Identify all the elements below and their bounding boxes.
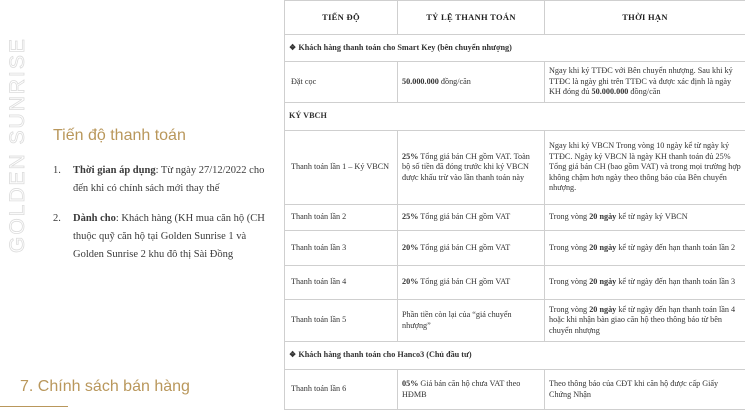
term-cell [545,266,745,300]
table-row [285,131,745,205]
rate-percent: 20% [402,242,419,252]
payment-schedule-table [284,0,745,410]
term-days: 20 ngày [589,304,617,314]
stage-cell: Thanh toán lần 4 [285,266,398,300]
term-text: kể từ ngày đến hạn thanh toán lần 2 [616,242,736,252]
rate-percent: 25% [402,212,419,222]
rate-desc: Tổng giá bán CH gồm VAT [418,277,511,287]
group-hanco3: ❖ Khách hàng thanh toán cho Hanco3 (Chủ đầu tư) [285,342,745,370]
term-text: kể từ ngày đến hạn thanh toán lần 3 [616,277,736,287]
rate-desc: Giá bán căn hộ chưa VAT theo HĐMB [402,379,521,399]
group-row [285,342,745,370]
term-cell: Theo thông báo của CĐT khi căn hộ được cấp Giấy Chứng Nhận [545,370,745,410]
term-days: 20 ngày [589,242,617,252]
header-stage: TIẾN ĐỘ [285,1,398,35]
header-rate: TỶ LỆ THANH TOÁN [398,1,545,35]
term-text: Ngay khi ký TTĐC với Bên chuyển nhượng. Sau khi ký TTĐC là ngày ghi trên TTĐC và được xác định là ngày KH đóng đủ [549,66,733,97]
stage-cell: Thanh toán lần 2 [285,205,398,231]
amount-value: 50.000.000 [402,76,439,86]
rate-desc: Tổng giá bán CH gồm VAT [418,212,511,222]
table-row [285,62,745,103]
term-text: kể từ ngày ký VBCN [616,212,688,222]
table-row [285,370,745,410]
stage-cell: Thanh toán lần 3 [285,231,398,266]
term-amount: 50.000.000 [591,87,629,97]
stage-cell: Đặt cọc [285,62,398,103]
list-label: Dành cho [73,213,116,224]
info-list [53,162,278,276]
stage-cell: Thanh toán lần 1 – Ký VBCN [285,131,398,205]
stage-cell: Thanh toán lần 6 [285,370,398,410]
rate-percent: 05% [402,379,419,389]
table-row [285,205,745,231]
rate-cell [398,231,545,266]
list-item [53,162,278,198]
rate-cell [398,62,545,103]
term-text: Trong vòng [549,242,590,252]
brand-watermark: GOLDEN SUNRISE [6,37,29,253]
list-number: 1. [53,165,61,176]
group-row [285,35,745,62]
rate-cell [398,131,545,205]
rate-desc: Tổng giá bán CH gồm VAT [418,242,511,252]
list-value: : Từ ngày 27/12/2022 cho đến khi có chính sách mới thay thế [73,165,265,194]
list-item [53,210,278,264]
table-row [285,266,745,300]
list-label: Thời gian áp dụng [73,165,156,176]
term-cell [545,205,745,231]
term-cell [545,62,745,103]
term-days: 20 ngày [589,277,617,287]
stage-cell: Thanh toán lần 5 [285,300,398,342]
left-panel [0,0,283,419]
rate-percent: 20% [402,277,419,287]
list-number: 2. [53,213,61,224]
term-text: kể từ ngày đến hạn thanh toán lần 4 hoặc khi nhận bàn giao căn hộ theo thông báo từ bên chuyển nhượng [549,304,736,335]
term-cell [545,300,745,342]
rate-cell [398,205,545,231]
term-unit: đồng/căn [628,87,661,97]
list-text [73,210,278,264]
rate-cell: Phần tiền còn lại của “giá chuyển nhượng” [398,300,545,342]
amount-unit: đồng/căn [438,76,471,86]
rate-cell [398,266,545,300]
table-row [285,300,745,342]
group-smartkey: ❖ Khách hàng thanh toán cho Smart Key (bên chuyển nhượng) [285,35,745,62]
list-value: : Khách hàng (KH mua căn hộ (CH thuộc quỹ căn hộ tại Golden Sunrise 1 và Golden Sunrise 2 khu đô thị Sài Đồng [73,213,265,260]
rate-desc: Tổng giá bán CH gồm VAT. Toàn bộ số tiền đã đóng trước khi ký VBCN được khấu trừ vào lần thanh toán này [402,151,530,182]
table-header-row [285,1,745,35]
term-days: 20 ngày [589,212,617,222]
rate-cell [398,370,545,410]
list-text [73,162,278,198]
footer-divider [0,406,68,407]
term-cell: Ngay khi ký VBCN Trong vòng 10 ngày kể từ ngày ký TTĐC. Ngày ký VBCN là ngày KH thanh toán đủ 25% Tổng giá bán CH (bao gồm VAT) và trong mọi trường hợp không chậm hơn ngày theo thông báo của Bên chuyển nhượng. [545,131,745,205]
header-term: THỜI HẠN [545,1,745,35]
footer-section-title: 7. Chính sách bán hàng [20,378,190,395]
term-cell [545,231,745,266]
term-text: Trong vòng [549,277,590,287]
subgroup-row [285,103,745,131]
subgroup-label: KÝ VBCH [285,103,745,131]
section-title: Tiến độ thanh toán [53,127,186,144]
term-text: Trong vòng [549,212,590,222]
table-row [285,231,745,266]
rate-percent: 25% [402,151,419,161]
term-text: Trong vòng [549,304,590,314]
